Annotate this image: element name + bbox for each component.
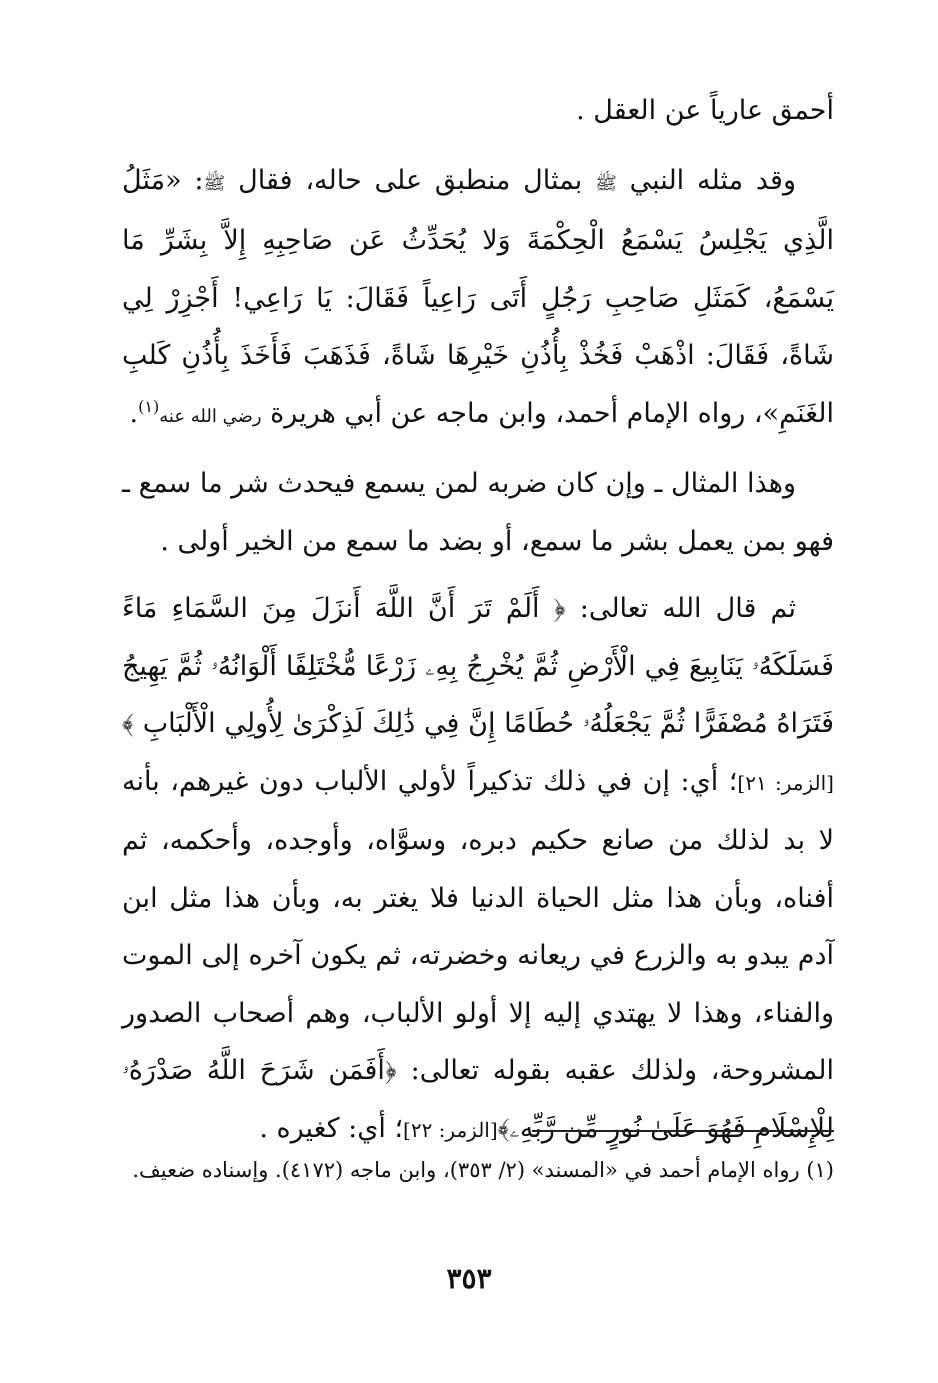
paragraph-4	[122, 580, 834, 1159]
quran-verse-zumar-21: ﴿ أَلَمْ تَرَ أَنَّ اللَّهَ أَنزَلَ مِنَ السَّمَاءِ مَاءً فَسَلَكَهُۥ يَنَابِيعَ فِي الْأَرْضِ ثُمَّ يُخْرِجُ بِهِۦ زَرْعًا مُّخْتَلِفًا أَلْوَانُهُۥ ثُمَّ يَهِيجُ فَتَرَاهُ مُصْفَرًّا ثُمَّ يَجْعَلُهُۥ حُطَامًا إِنَّ فِي ذَٰلِكَ لَذِكْرَىٰ لِأُولِي الْأَلْبَابِ ﴾	[122, 593, 834, 739]
footnote-marker[interactable]: (١)	[138, 396, 160, 416]
paragraph-2-tail: »، رواه الإمام أحمد، وابن ماجه عن أبي هريرة	[261, 397, 780, 429]
radiallahu-glyph: رضي الله عنه	[159, 405, 262, 427]
paragraph-4-mid: ؛ أي: إن في ذلك تذكيراً لأولي الألباب دون غيرهم، بأنه لا بد لذلك من صانع حكيم دبره، وسوَّاه، وأوجده، وأحكمه، ثم أفناه، وبأن هذا مثل الحياة الدنيا فلا يغتر به، وبأن هذا مثل ابن آدم يبدو به والزرع في ريعانه وخضرته، ثم يكون آخره إلى الموت والفناء، وهذا لا يهتدي إليه إلا أولو الألباب، وهم أصحاب الصدور المشروحة، ولذلك عقبه بقوله تعالى:	[122, 765, 834, 1086]
footnote-divider	[532, 1130, 834, 1132]
paragraph-2-lead: وقد مثله النبي	[616, 164, 796, 196]
hadith-quote: مَثَلُ الَّذِي يَجْلِسُ يَسْمَعُ الْحِكْمَةَ وَلا يُحَدِّثُ عَن صَاحِبِهِ إِلاَّ بِشَرِّ مَا يَسْمَعُ، كَمَثَلِ صَاحِبِ رَجُلٍ أَتَى رَاعِياً فَقَالَ: يَا رَاعِي! أَجْزِرْ لِي شَاةً، فَقَالَ: اذْهَبْ فَخُذْ بِأُذُنِ خَيْرِهَا شَاةً، فَذَهَبَ فَأَخَذَ بِأُذُنِ كَلبِ الغَنَمِ	[122, 164, 834, 429]
paragraph-4-lead: ثم قال الله تعالى:	[565, 593, 796, 624]
verse-reference-22: [الزمر: ٢٢]	[403, 1117, 498, 1142]
verse-reference-21: [الزمر: ٢١]	[737, 770, 834, 795]
paragraph-2-mid: بمثال منطبق على حاله، فقال	[225, 164, 596, 196]
paragraph-3-text: وهذا المثال ـ وإن كان ضربه لمن يسمع فيحدث شر ما سمع ـ فهو بمن يعمل بشر ما سمع، أو بضد ما سمع من الخير أولى .	[122, 468, 834, 557]
paragraph-2-end: .	[129, 397, 139, 429]
paragraph-1	[122, 82, 834, 140]
salawat-glyph: ﷺ	[203, 172, 226, 194]
salawat-glyph: ﷺ	[595, 172, 617, 194]
paragraph-2-mid2: : «	[165, 164, 204, 196]
footnote-text: (١) رواه الإمام أحمد في «المسند» (٢/ ٣٥٣)، وابن ماجه (٤١٧٢). وإسناده ضعيف.	[132, 1158, 834, 1182]
paragraph-2	[122, 152, 834, 446]
main-text	[122, 82, 834, 1169]
paragraph-1-text: أحمق عارياً عن العقل .	[576, 95, 834, 126]
paragraph-3	[122, 455, 834, 570]
footnote	[122, 1148, 834, 1192]
quran-verse-zumar-22: ﴿أَفَمَن شَرَحَ اللَّهُ صَدْرَهُۥ لِلْإِسْلَامِ فَهُوَ عَلَىٰ نُورٍ مِّن رَّبِّهِۦ﴾	[122, 1055, 834, 1144]
page-number: ٣٥٣	[446, 1262, 492, 1295]
paragraph-4-end: ؛ أي: كغيره .	[259, 1112, 404, 1144]
